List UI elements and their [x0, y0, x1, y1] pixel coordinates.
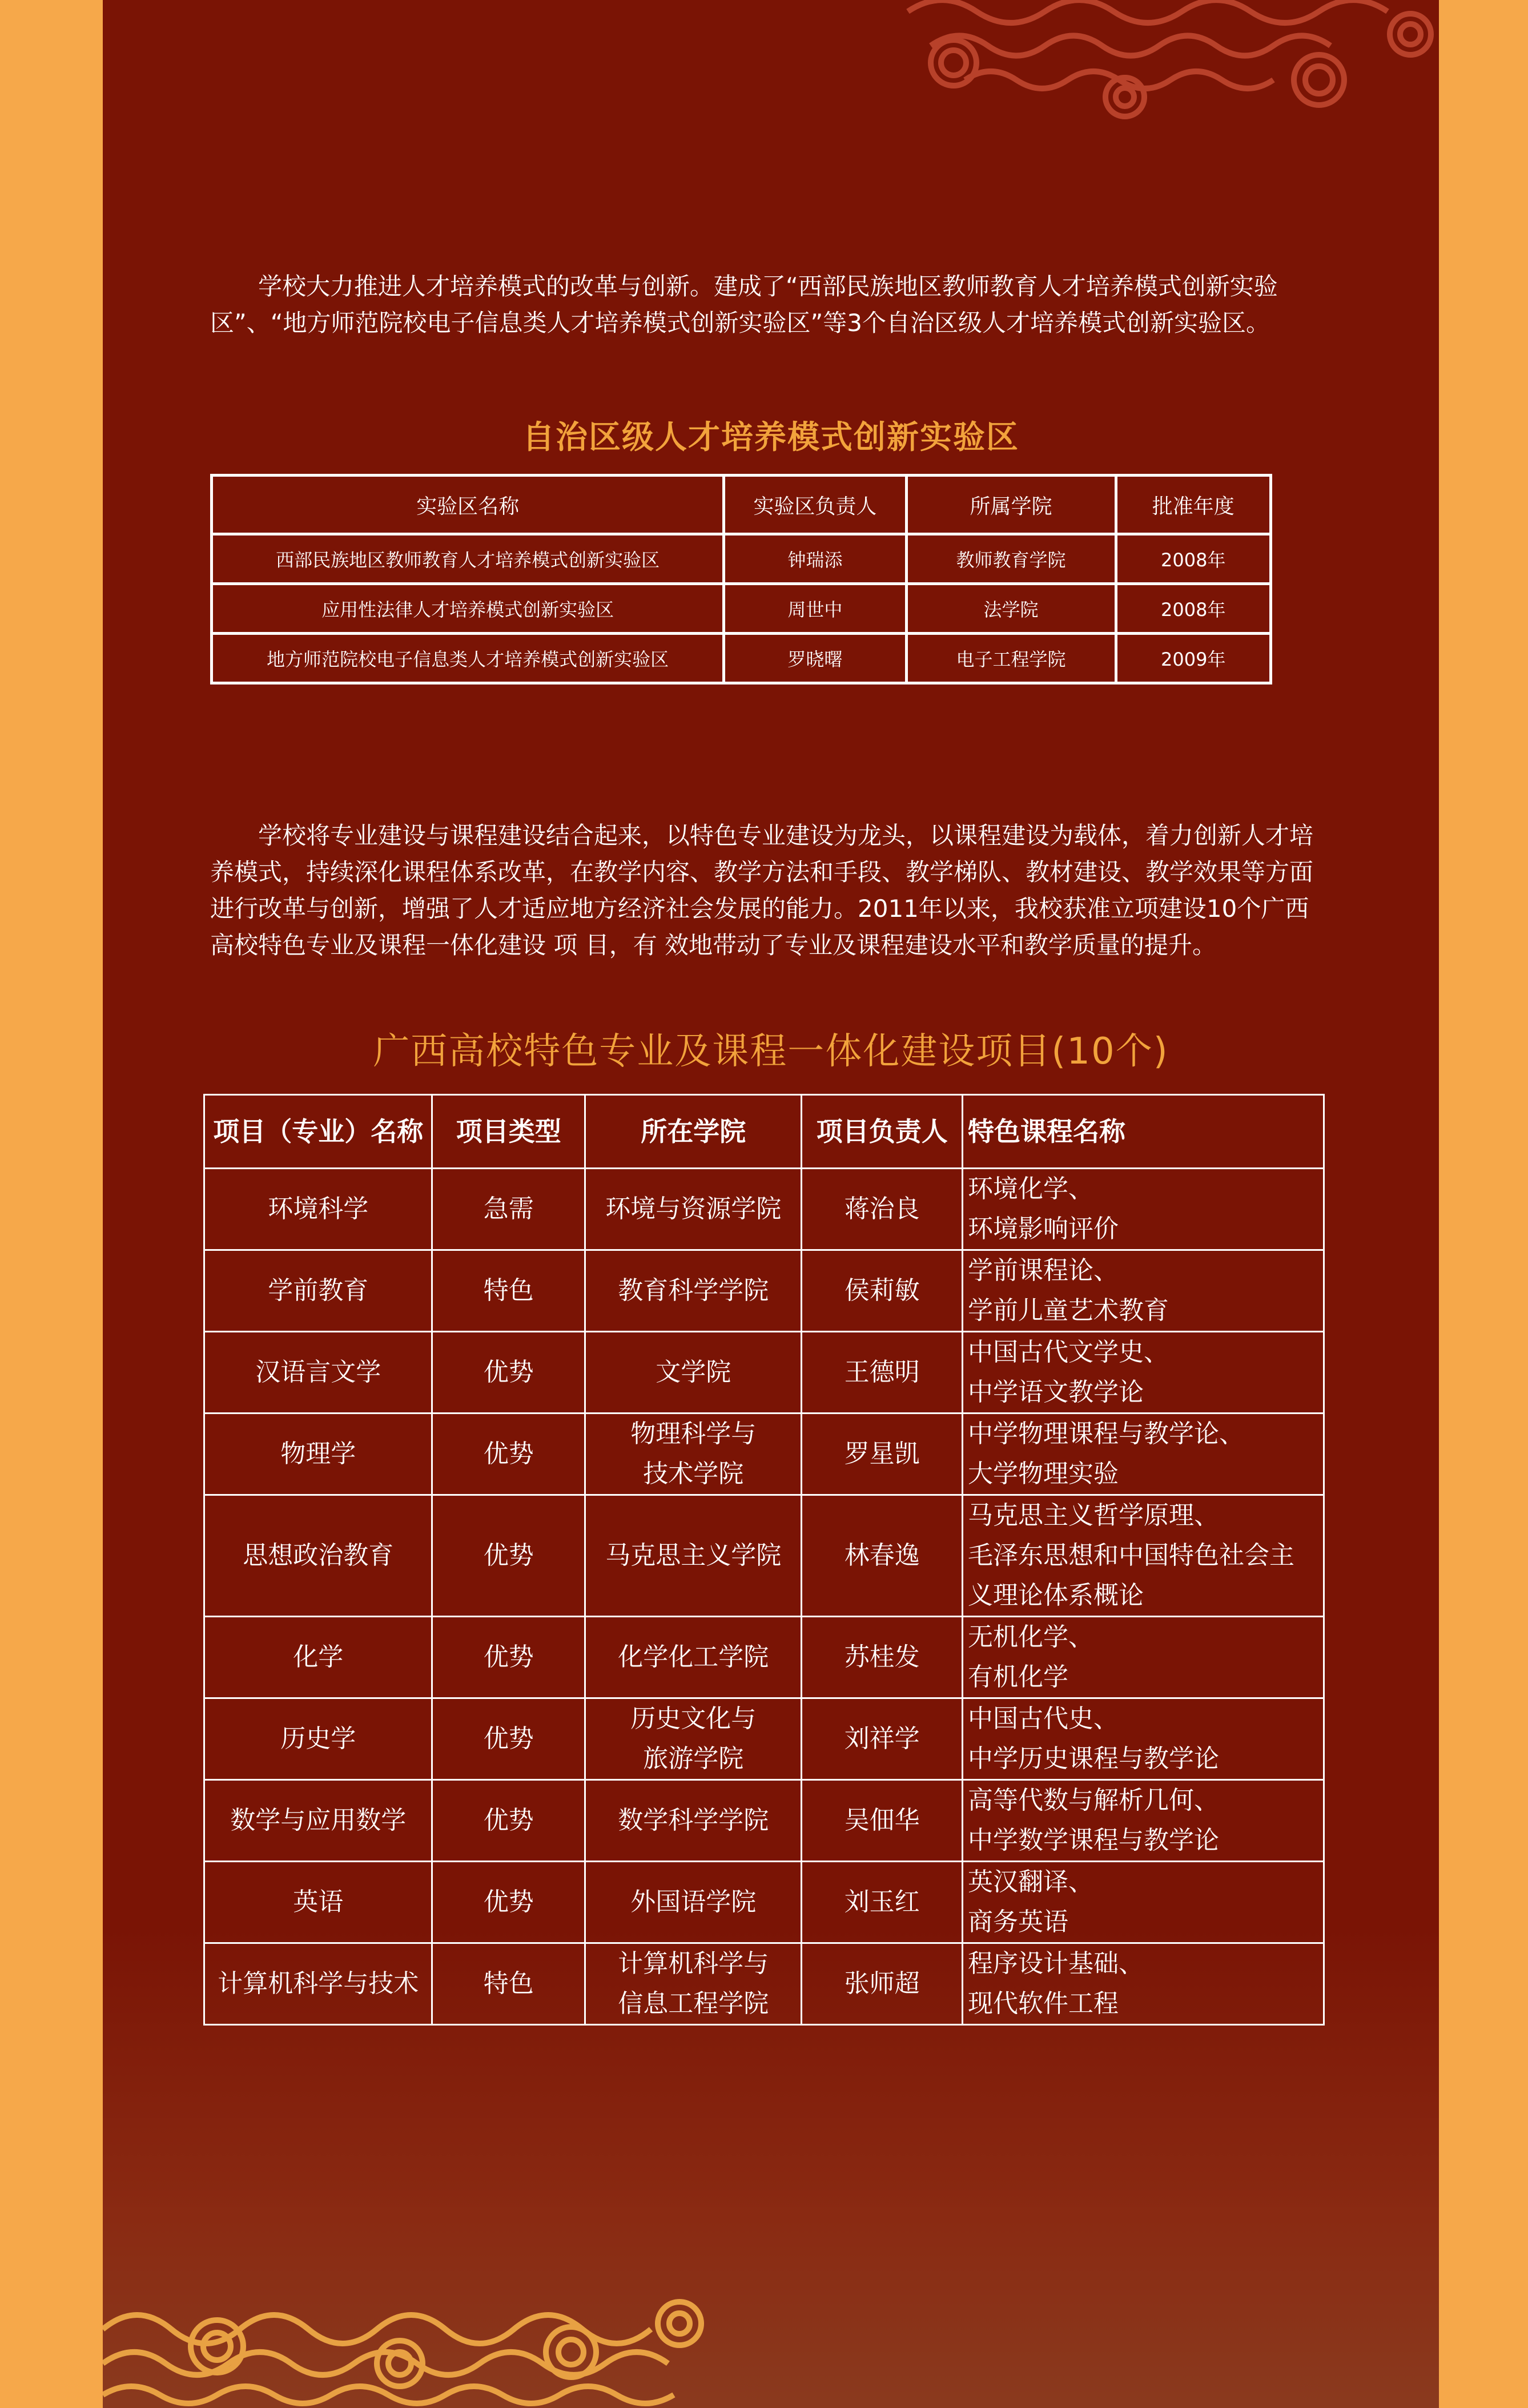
table-row [204, 1332, 1324, 1414]
program-college-line: 文学院 [656, 1358, 731, 1387]
program-courses-line: 中国古代史、 [967, 1704, 1119, 1733]
program-courses-line: 现代软件工程 [967, 1989, 1119, 2018]
header-approval-year: 批准年度 [1116, 476, 1270, 534]
table-row [204, 1169, 1324, 1250]
program-type [432, 1414, 585, 1495]
program-courses-line: 义理论体系概论 [967, 1581, 1144, 1610]
table2-title: 广西高校特色专业及课程一体化建设项目(10个) [373, 1030, 1169, 1073]
program-college-line: 技术学院 [643, 1459, 744, 1488]
zone-leader: 罗晓曙 [724, 634, 906, 683]
zone-name: 应用性法律人才培养模式创新实验区 [212, 584, 724, 634]
program-name-line: 汉语言文学 [255, 1358, 381, 1387]
program-leader [802, 1698, 963, 1780]
program-college-line: 环境与资源学院 [605, 1194, 782, 1223]
program-leader [802, 1862, 963, 1943]
program-courses-line: 中学数学课程与教学论 [967, 1826, 1219, 1855]
zone-name: 西部民族地区教师教育人才培养模式创新实验区 [212, 534, 724, 584]
special-program-table [203, 1094, 1325, 2026]
program-name [204, 1414, 432, 1495]
program-name [204, 1617, 432, 1698]
program-college-line: 物理科学与 [630, 1419, 757, 1448]
second-paragraph: 学校将专业建设与课程建设结合起来，以特色专业建设为龙头，以课程建设为载体，着力创新人才培养模式，持续深化课程体系改革，在教学内容、教学方法和手段、教学梯队、教材建设、教学效果等方面进行改革与创新，增强了人才适应地方经济社会发展的能力。2011年以来，我校获准立项建设10个广西高校特色专业及课程一体化建设 项 目，有 效地带动了专业及课程建设水平和教学质量的提升。 [210, 822, 1314, 959]
program-type [432, 1495, 585, 1617]
header-college: 所在学院 [585, 1095, 802, 1169]
program-courses-line: 学前课程论、 [967, 1256, 1119, 1285]
intro-paragraph: 学校大力推进人才培养模式的改革与创新。建成了“西部民族地区教师教育人才培养模式创新实验区”、“地方师范院校电子信息类人才培养模式创新实验区”等3个自治区级人才培养模式创新实验区。 [210, 272, 1278, 337]
program-type [432, 1169, 585, 1250]
program-leader-line: 吴佃华 [844, 1806, 920, 1835]
zone-leader: 钟瑞添 [724, 534, 906, 584]
program-college [585, 1943, 802, 2025]
program-name-line: 历史学 [280, 1724, 356, 1753]
program-college-line: 数学科学学院 [618, 1806, 769, 1835]
program-courses [962, 1250, 1324, 1332]
table-row [204, 1862, 1324, 1943]
program-courses [962, 1332, 1324, 1414]
program-college-line: 信息工程学院 [618, 1989, 769, 2018]
program-courses-line: 毛泽东思想和中国特色社会主 [967, 1541, 1294, 1570]
program-courses-line: 大学物理实验 [967, 1459, 1119, 1488]
program-type-line: 优势 [483, 1642, 534, 1672]
program-courses [962, 1169, 1324, 1250]
program-type-line: 特色 [483, 1969, 534, 1998]
program-type-line: 优势 [483, 1887, 534, 1916]
table-row [212, 534, 1271, 584]
program-leader [802, 1943, 963, 2025]
program-name [204, 1862, 432, 1943]
program-courses-line: 有机化学 [967, 1662, 1068, 1692]
program-college [585, 1862, 802, 1943]
program-leader [802, 1780, 963, 1862]
program-type-line: 优势 [483, 1806, 534, 1835]
program-name [204, 1250, 432, 1332]
header-program-type: 项目类型 [432, 1095, 585, 1169]
program-table-body [204, 1169, 1324, 2025]
program-leader-line: 蒋治良 [844, 1194, 920, 1223]
program-type [432, 1332, 585, 1414]
program-leader [802, 1617, 963, 1698]
program-college [585, 1332, 802, 1414]
header-leader: 项目负责人 [802, 1095, 963, 1169]
program-college-line: 计算机科学与 [618, 1949, 769, 1978]
zone-college: 法学院 [906, 584, 1116, 634]
program-type [432, 1862, 585, 1943]
experimental-zone-table [210, 474, 1272, 684]
program-courses-line: 程序设计基础、 [967, 1949, 1144, 1978]
program-courses [962, 1414, 1324, 1495]
table-row [212, 584, 1271, 634]
program-leader-line: 罗星凯 [844, 1439, 920, 1468]
program-courses-line: 英汉翻译、 [967, 1867, 1093, 1896]
program-college [585, 1617, 802, 1698]
program-college-line: 马克思主义学院 [605, 1541, 782, 1570]
zone-name: 地方师范院校电子信息类人才培养模式创新实验区 [212, 634, 724, 683]
program-courses-line: 中学历史课程与教学论 [967, 1744, 1219, 1773]
program-type-line: 急需 [483, 1194, 534, 1223]
program-leader-line: 苏桂发 [844, 1642, 920, 1672]
program-courses-line: 商务英语 [967, 1907, 1068, 1936]
program-college-line: 教育科学学院 [618, 1276, 769, 1305]
program-leader [802, 1332, 963, 1414]
program-courses-line: 中学语文教学论 [967, 1378, 1144, 1407]
program-name [204, 1495, 432, 1617]
program-type [432, 1943, 585, 2025]
program-college-line: 历史文化与 [630, 1704, 757, 1733]
program-leader-line: 侯莉敏 [844, 1276, 920, 1305]
table-row [204, 1414, 1324, 1495]
decorative-cloud-bottom-icon [103, 2278, 725, 2408]
header-zone-leader: 实验区负责人 [724, 476, 906, 534]
program-college [585, 1250, 802, 1332]
program-leader [802, 1169, 963, 1250]
program-leader-line: 刘玉红 [844, 1887, 920, 1916]
table-row [204, 1698, 1324, 1780]
program-leader [802, 1414, 963, 1495]
program-name-line: 思想政治教育 [243, 1541, 394, 1570]
table-header-row [204, 1095, 1324, 1169]
program-name [204, 1169, 432, 1250]
program-courses [962, 1617, 1324, 1698]
table-row [212, 634, 1271, 683]
table1-title: 自治区级人才培养模式创新实验区 [522, 419, 1019, 456]
program-college [585, 1495, 802, 1617]
program-type [432, 1780, 585, 1862]
program-name-line: 物理学 [280, 1439, 356, 1468]
program-courses-line: 中国古代文学史、 [967, 1338, 1169, 1367]
header-college: 所属学院 [906, 476, 1116, 534]
program-courses [962, 1862, 1324, 1943]
program-type-line: 优势 [483, 1541, 534, 1570]
program-college [585, 1780, 802, 1862]
program-courses [962, 1698, 1324, 1780]
program-leader [802, 1495, 963, 1617]
program-college-line: 外国语学院 [630, 1887, 757, 1916]
zone-year: 2009年 [1116, 634, 1270, 683]
table-row [204, 1250, 1324, 1332]
table-header-row [212, 476, 1271, 534]
program-name-line: 数学与应用数学 [230, 1806, 407, 1835]
zone-leader: 周世中 [724, 584, 906, 634]
program-courses [962, 1780, 1324, 1862]
program-courses-line: 马克思主义哲学原理、 [967, 1501, 1219, 1530]
program-courses-line: 无机化学、 [967, 1622, 1093, 1652]
zone-college: 教师教育学院 [906, 534, 1116, 584]
program-name [204, 1698, 432, 1780]
program-type-line: 特色 [483, 1276, 534, 1305]
header-program-name: 项目（专业）名称 [204, 1095, 432, 1169]
program-name-line: 学前教育 [268, 1276, 369, 1305]
program-college [585, 1169, 802, 1250]
program-name-line: 环境科学 [268, 1194, 369, 1223]
program-type-line: 优势 [483, 1724, 534, 1753]
program-type-line: 优势 [483, 1358, 534, 1387]
program-type [432, 1617, 585, 1698]
program-leader-line: 王德明 [844, 1358, 920, 1387]
program-type-line: 优势 [483, 1439, 534, 1468]
program-courses-line: 高等代数与解析几何、 [967, 1786, 1219, 1815]
zone-college: 电子工程学院 [906, 634, 1116, 683]
table-row [204, 1617, 1324, 1698]
program-courses [962, 1943, 1324, 2025]
header-zone-name: 实验区名称 [212, 476, 724, 534]
program-type [432, 1250, 585, 1332]
zone-year: 2008年 [1116, 584, 1270, 634]
program-name [204, 1943, 432, 2025]
program-leader-line: 林春逸 [844, 1541, 920, 1570]
table-row [204, 1943, 1324, 2025]
program-name [204, 1780, 432, 1862]
program-courses-line: 学前儿童艺术教育 [967, 1296, 1169, 1325]
header-course-names: 特色课程名称 [962, 1095, 1324, 1169]
program-courses-line: 中学物理课程与教学论、 [967, 1419, 1244, 1448]
program-courses [962, 1495, 1324, 1617]
program-name-line: 英语 [293, 1887, 344, 1916]
table-row [204, 1495, 1324, 1617]
program-leader-line: 张师超 [844, 1969, 920, 1998]
program-name [204, 1332, 432, 1414]
content-panel [103, 0, 1439, 2408]
program-leader [802, 1250, 963, 1332]
program-courses-line: 环境化学、 [967, 1174, 1093, 1203]
program-leader-line: 刘祥学 [844, 1724, 920, 1753]
program-college-line: 化学化工学院 [618, 1642, 769, 1672]
program-name-line: 化学 [293, 1642, 344, 1672]
program-college [585, 1414, 802, 1495]
program-college-line: 旅游学院 [643, 1744, 744, 1773]
program-college [585, 1698, 802, 1780]
program-type [432, 1698, 585, 1780]
program-name-line: 计算机科学与技术 [218, 1969, 419, 1998]
zone-year: 2008年 [1116, 534, 1270, 584]
table-row [204, 1780, 1324, 1862]
program-courses-line: 环境影响评价 [967, 1214, 1119, 1243]
decorative-cloud-top-icon [885, 0, 1439, 123]
